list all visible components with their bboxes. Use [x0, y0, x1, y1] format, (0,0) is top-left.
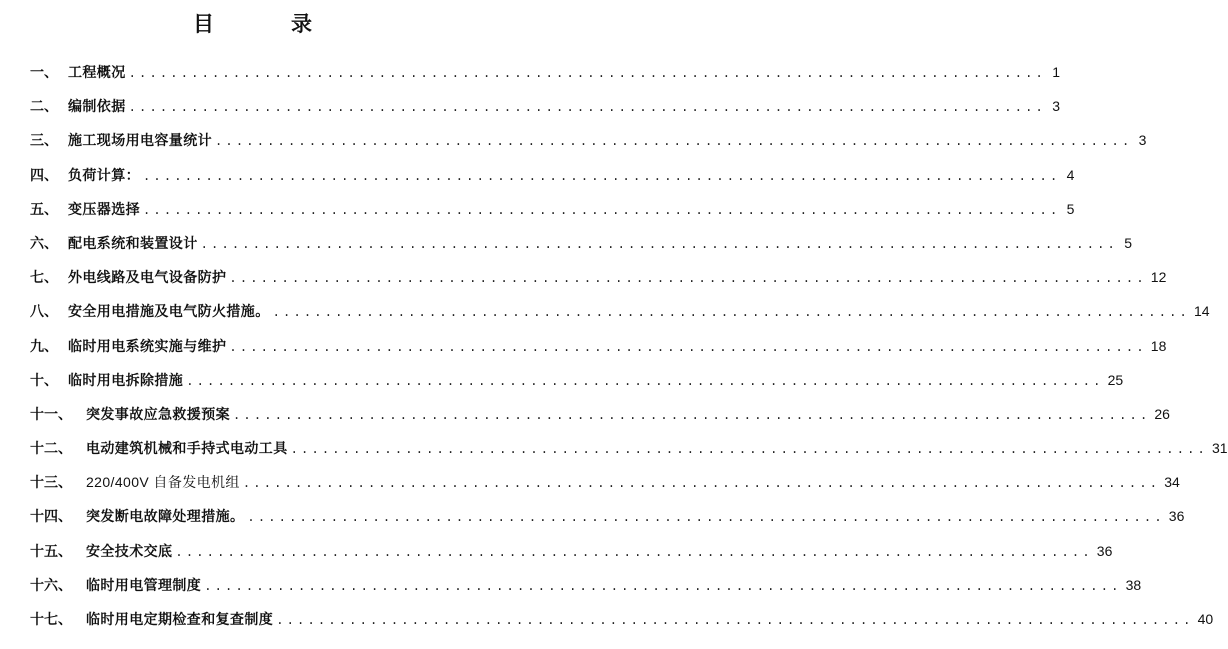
toc-page-number: 4: [1066, 166, 1075, 183]
toc-leader-dots: ........................................................................................: [215, 134, 1133, 149]
toc-page-number: 26: [1154, 405, 1170, 422]
toc-entry-6[interactable]: [30, 233, 1132, 267]
toc-number: 四、: [30, 167, 58, 184]
toc-title: 施工现场用电容量统计: [68, 133, 212, 150]
toc-leader-dots: ........................................................................................: [290, 442, 1208, 457]
table-of-contents: [30, 62, 1228, 643]
toc-page-number: 5: [1066, 200, 1075, 217]
toc-entry-17[interactable]: [30, 609, 1214, 643]
toc-number: 十四、: [30, 509, 72, 526]
toc-entry-7[interactable]: [30, 267, 1167, 301]
toc-number: 十三、: [30, 475, 72, 492]
toc-page-number: 36: [1096, 542, 1113, 559]
toc-number: 八、: [30, 304, 58, 321]
toc-entry-4[interactable]: [30, 165, 1075, 199]
toc-number: 七、: [30, 270, 58, 287]
toc-entry-13[interactable]: [30, 472, 1180, 506]
toc-number: 九、: [30, 338, 58, 355]
toc-title: 工程概况: [68, 65, 126, 81]
toc-leader-dots: ........................................................................................: [276, 613, 1194, 627]
toc-page-number: 5: [1124, 234, 1132, 251]
toc-page-number: 1: [1052, 64, 1060, 80]
toc-page-number: 12: [1150, 269, 1167, 286]
toc-page-number: 34: [1164, 474, 1180, 491]
toc-title: 临时用电系统实施与维护: [68, 338, 227, 355]
toc-number: 二、: [30, 99, 58, 116]
toc-entry-12[interactable]: [30, 438, 1228, 472]
toc-entry-1[interactable]: [30, 62, 1060, 96]
toc-number: 十一、: [30, 406, 72, 423]
toc-entry-16[interactable]: [30, 575, 1142, 609]
toc-entry-9[interactable]: [30, 336, 1167, 370]
toc-leader-dots: ........................................................................................: [128, 66, 1046, 80]
toc-title: 外电线路及电气设备防护: [68, 270, 227, 287]
toc-leader-dots: ........................................................................................: [233, 407, 1151, 422]
toc-page-number: 14: [1193, 303, 1210, 320]
toc-entry-15[interactable]: [30, 541, 1113, 575]
toc-title: 220/400V 自备发电机组: [86, 474, 240, 491]
toc-title: 安全用电措施及电气防火措施。: [68, 304, 270, 321]
toc-title: 负荷计算：: [68, 167, 140, 184]
toc-entry-2[interactable]: [30, 96, 1060, 130]
toc-title: 临时用电管理制度: [86, 577, 202, 594]
toc-entry-10[interactable]: [30, 370, 1124, 404]
toc-number: 十二、: [30, 441, 72, 458]
toc-entry-11[interactable]: [30, 404, 1170, 438]
toc-page-number: 3: [1138, 132, 1147, 149]
toc-number: 一、: [30, 65, 58, 81]
toc-leader-dots: ........................................................................................: [143, 168, 1061, 183]
toc-number: 五、: [30, 201, 58, 218]
toc-number: 十五、: [30, 543, 72, 560]
toc-leader-dots: ........................................................................................: [247, 510, 1165, 525]
toc-title: 临时用电定期检查和复查制度: [86, 612, 274, 628]
toc-entry-3[interactable]: [30, 130, 1147, 164]
toc-number: 十七、: [30, 612, 72, 628]
toc-page-number: 3: [1052, 98, 1060, 115]
toc-leader-dots: ........................................................................................: [229, 339, 1147, 354]
toc-title: 突发断电故障处理措施。: [86, 509, 245, 526]
toc-page-number: 40: [1197, 611, 1214, 627]
toc-title: 电动建筑机械和手持式电动工具: [86, 441, 288, 458]
toc-leader-dots: ........................................................................................: [128, 100, 1046, 115]
toc-title: 编制依据: [68, 99, 126, 116]
toc-title: 变压器选择: [68, 201, 140, 218]
toc-entry-8[interactable]: [30, 301, 1210, 335]
toc-leader-dots: ........................................................................................: [143, 202, 1061, 217]
toc-page-number: 18: [1150, 337, 1167, 354]
toc-leader-dots: ........................................................................................: [229, 271, 1147, 286]
toc-title: 配电系统和装置设计: [68, 235, 198, 252]
toc-number: 三、: [30, 133, 58, 150]
toc-entry-5[interactable]: [30, 199, 1075, 233]
toc-leader-dots: ........................................................................................: [186, 373, 1104, 388]
toc-number: 六、: [30, 235, 58, 252]
toc-leader-dots: ........................................................................................: [272, 305, 1190, 320]
toc-number: 十六、: [30, 577, 72, 594]
toc-page-number: 38: [1125, 576, 1142, 593]
toc-leader-dots: ........................................................................................: [242, 476, 1161, 491]
toc-title: 突发事故应急救援预案: [86, 406, 230, 423]
toc-leader-dots: ........................................................................................: [200, 236, 1118, 251]
toc-page-number: 36: [1168, 508, 1185, 525]
toc-page-number: 31: [1211, 440, 1228, 457]
toc-title: 安全技术交底: [86, 543, 173, 560]
toc-number: 十、: [30, 372, 58, 389]
toc-title: 临时用电拆除措施: [68, 372, 184, 389]
toc-page-number: 25: [1107, 371, 1124, 388]
page-title: 目 录: [193, 11, 340, 36]
toc-entry-14[interactable]: [30, 506, 1185, 540]
toc-leader-dots: ........................................................................................: [204, 578, 1122, 593]
toc-leader-dots: ........................................................................................: [175, 544, 1093, 559]
